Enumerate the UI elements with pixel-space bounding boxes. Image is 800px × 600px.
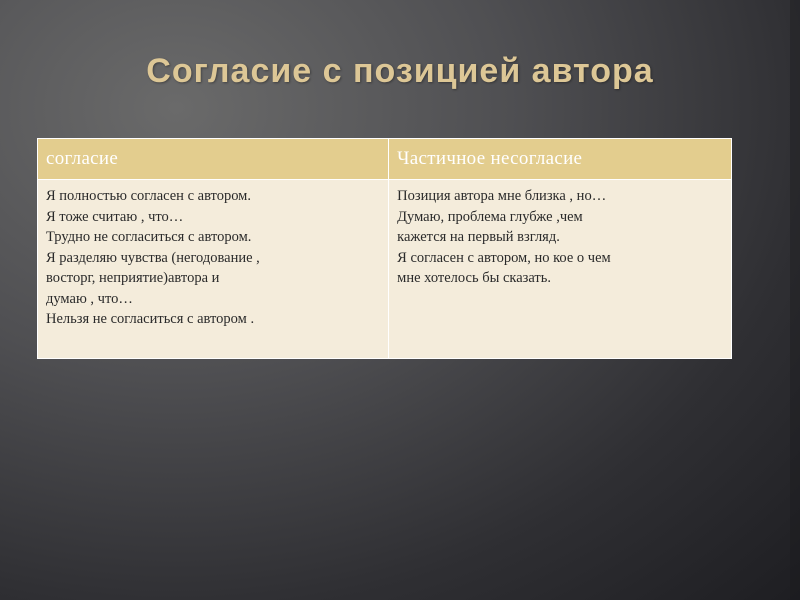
phrase-line: Я полностью согласен с автором. (46, 188, 251, 204)
agreement-phrases-cell (38, 180, 389, 359)
phrase-line: мне хотелось бы сказать. (397, 270, 552, 286)
phrase-line: кажется на первый взгляд. (397, 229, 560, 245)
header-partial-disagreement: Частичное несогласие (389, 139, 732, 180)
partial-disagreement-phrases-cell (389, 180, 732, 359)
phrase-line: Позиция автора мне близка , но… (397, 188, 607, 204)
phrase-line: Нельзя не согласиться с автором . (46, 311, 255, 327)
comparison-table (37, 138, 732, 359)
table-row (38, 180, 732, 359)
phrase-line: думаю , что… (46, 290, 133, 307)
phrase-line: Я разделяю чувства (негодование , (46, 249, 260, 266)
phrase-line: восторг, неприятие)автора и (46, 270, 220, 286)
phrase-line: Я тоже считаю , что… (46, 208, 184, 225)
phrase-line: Думаю, проблема глубже ,чем (397, 208, 583, 225)
table-header-row (38, 139, 732, 180)
header-agreement: согласие (38, 139, 389, 180)
phrase-line: Я согласен с автором, но кое о чем (397, 249, 611, 266)
phrase-line: Трудно не согласиться с автором. (46, 229, 252, 245)
slide-title: Согласие с позицией автора (146, 52, 654, 90)
